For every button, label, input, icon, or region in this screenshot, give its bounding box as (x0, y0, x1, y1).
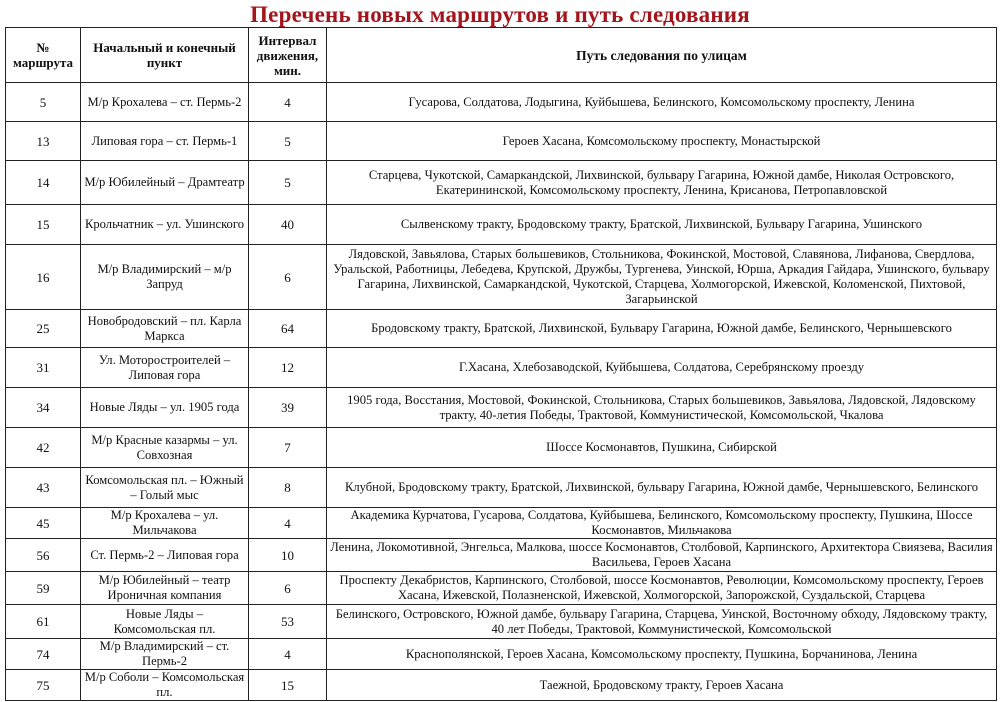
route-endpoints: Ст. Пермь-2 – Липовая гора (81, 539, 249, 572)
route-path: Г.Хасана, Хлебозаводской, Куйбышева, Солдатова, Серебрянскому проезду (327, 348, 997, 388)
route-endpoints: М/р Юбилейный – Драмтеатр (81, 161, 249, 205)
route-interval: 4 (249, 508, 327, 539)
document-title: Перечень новых маршрутов и путь следования (250, 2, 750, 27)
route-path: Проспекту Декабристов, Карпинского, Столбовой, шоссе Космонавтов, Революции, Комсомольскому проспекту, Героев Хасана, Ижевской, Полазненской, Ижевской, Холмогорской, Запорожской, Суздальской, Старцева (327, 572, 997, 605)
route-endpoints: М/р Красные казармы – ул. Совхозная (81, 428, 249, 468)
route-number: 15 (6, 205, 81, 245)
route-number: 13 (6, 122, 81, 161)
route-path: Шоссе Космонавтов, Пушкина, Сибирской (327, 428, 997, 468)
table-row (6, 428, 997, 468)
route-endpoints: Новые Ляды – Комсомольская пл. (81, 605, 249, 639)
table-row (6, 245, 997, 310)
route-path: Ленина, Локомотивной, Энгельса, Малкова, шоссе Космонавтов, Столбовой, Карпинского, Архитектора Свиязева, Василия Васильева, Героев Хасана (327, 539, 997, 572)
route-endpoints: М/р Владимирский – м/р Запруд (81, 245, 249, 310)
route-number: 16 (6, 245, 81, 310)
route-path: Бродовскому тракту, Братской, Лихвинской, Бульвару Гагарина, Южной дамбе, Белинского, Чернышевского (327, 310, 997, 348)
route-path: 1905 года, Восстания, Мостовой, Фокинской, Стольникова, Старых большевиков, Завьялова, Лядовской, Лядовскому тракту, 40-летия Победы, Трактовой, Коммунистической, Комсомольской, Чкалова (327, 388, 997, 428)
route-interval: 53 (249, 605, 327, 639)
header-interval: Интервал движения, мин. (249, 28, 327, 83)
route-number: 75 (6, 670, 81, 701)
route-interval: 8 (249, 468, 327, 508)
route-endpoints: М/р Соболи – Комсомольская пл. (81, 670, 249, 701)
route-path: Таежной, Бродовскому тракту, Героев Хасана (327, 670, 997, 701)
table-row (6, 83, 997, 122)
route-path: Героев Хасана, Комсомольскому проспекту, Монастырской (327, 122, 997, 161)
route-interval: 64 (249, 310, 327, 348)
table-row (6, 205, 997, 245)
routes-table (5, 27, 997, 701)
route-path: Краснополянской, Героев Хасана, Комсомольскому проспекту, Пушкина, Борчанинова, Ленина (327, 639, 997, 670)
route-path: Белинского, Островского, Южной дамбе, бульвару Гагарина, Старцева, Уинской, Восточному обходу, Лядовскому тракту, 40 лет Победы, Трактовой, Коммунистической, Комсомольской (327, 605, 997, 639)
table-row (6, 539, 997, 572)
route-path: Академика Курчатова, Гусарова, Солдатова, Куйбышева, Белинского, Комсомольскому проспекту, Пушкина, Шоссе Космонавтов, Мильчакова (327, 508, 997, 539)
route-endpoints: Липовая гора – ст. Пермь-1 (81, 122, 249, 161)
route-number: 61 (6, 605, 81, 639)
route-endpoints: Крольчатник – ул. Ушинского (81, 205, 249, 245)
header-route-number (6, 28, 81, 83)
route-number: 31 (6, 348, 81, 388)
route-interval: 5 (249, 122, 327, 161)
route-endpoints: Новые Ляды – ул. 1905 года (81, 388, 249, 428)
route-endpoints: М/р Крохалева – ст. Пермь-2 (81, 83, 249, 122)
table-row (6, 348, 997, 388)
route-number: 34 (6, 388, 81, 428)
table-header-row (6, 28, 997, 83)
table-row (6, 388, 997, 428)
table-row (6, 468, 997, 508)
route-path: Лядовской, Завьялова, Старых большевиков, Стольникова, Фокинской, Мостовой, Славянова, Лифанова, Свердлова, Уральской, Работницы, Лебедева, Крупской, Дружбы, Тургенева, Уинской, Юрша, Аркадия Гайдара, Ушинского, бульвару Гагарина, Лихвинской, Самаркандской, Чукотской, Старцева, Холмогорской, Ижевской, Коломенской, Пихтовой, Загарьинской (327, 245, 997, 310)
route-number: 74 (6, 639, 81, 670)
route-number: 14 (6, 161, 81, 205)
route-number: 42 (6, 428, 81, 468)
route-interval: 10 (249, 539, 327, 572)
route-endpoints: М/р Владимирский – ст. Пермь-2 (81, 639, 249, 670)
table-row (6, 639, 997, 670)
route-path: Старцева, Чукотской, Самаркандской, Лихвинской, бульвару Гагарина, Южной дамбе, Николая Островского, Екатерининской, Комсомольскому проспекту, Ленина, Крисанова, Петропавловской (327, 161, 997, 205)
route-path: Клубной, Бродовскому тракту, Братской, Лихвинской, бульвару Гагарина, Южной дамбе, Чернышевского, Белинского (327, 468, 997, 508)
header-path: Путь следования по улицам (327, 28, 997, 83)
route-endpoints: М/р Крохалева – ул. Мильчакова (81, 508, 249, 539)
route-path: Сылвенскому тракту, Бродовскому тракту, Братской, Лихвинской, Бульвару Гагарина, Ушинского (327, 205, 997, 245)
route-number: 43 (6, 468, 81, 508)
table-row (6, 572, 997, 605)
header-number-label: маршрута (12, 55, 74, 70)
route-interval: 39 (249, 388, 327, 428)
table-row (6, 605, 997, 639)
table-row (6, 670, 997, 701)
route-number: 59 (6, 572, 81, 605)
route-number: 56 (6, 539, 81, 572)
route-number: 5 (6, 83, 81, 122)
route-interval: 15 (249, 670, 327, 701)
route-endpoints: М/р Юбилейный – театр Ироничная компания (81, 572, 249, 605)
table-row (6, 122, 997, 161)
route-interval: 7 (249, 428, 327, 468)
table-row (6, 310, 997, 348)
header-number-sign: № (36, 40, 50, 55)
route-endpoints: Комсомольская пл. – Южный – Голый мыс (81, 468, 249, 508)
route-interval: 40 (249, 205, 327, 245)
route-endpoints: Новобродовский – пл. Карла Маркса (81, 310, 249, 348)
route-interval: 5 (249, 161, 327, 205)
route-interval: 6 (249, 572, 327, 605)
header-endpoints: Начальный и конечный пункт (81, 28, 249, 83)
table-row (6, 508, 997, 539)
route-interval: 6 (249, 245, 327, 310)
route-interval: 12 (249, 348, 327, 388)
route-path: Гусарова, Солдатова, Лодыгина, Куйбышева, Белинского, Комсомольскому проспекту, Ленина (327, 83, 997, 122)
route-interval: 4 (249, 83, 327, 122)
route-interval: 4 (249, 639, 327, 670)
route-endpoints: Ул. Моторостроителей – Липовая гора (81, 348, 249, 388)
table-row (6, 161, 997, 205)
route-number: 25 (6, 310, 81, 348)
route-number: 45 (6, 508, 81, 539)
